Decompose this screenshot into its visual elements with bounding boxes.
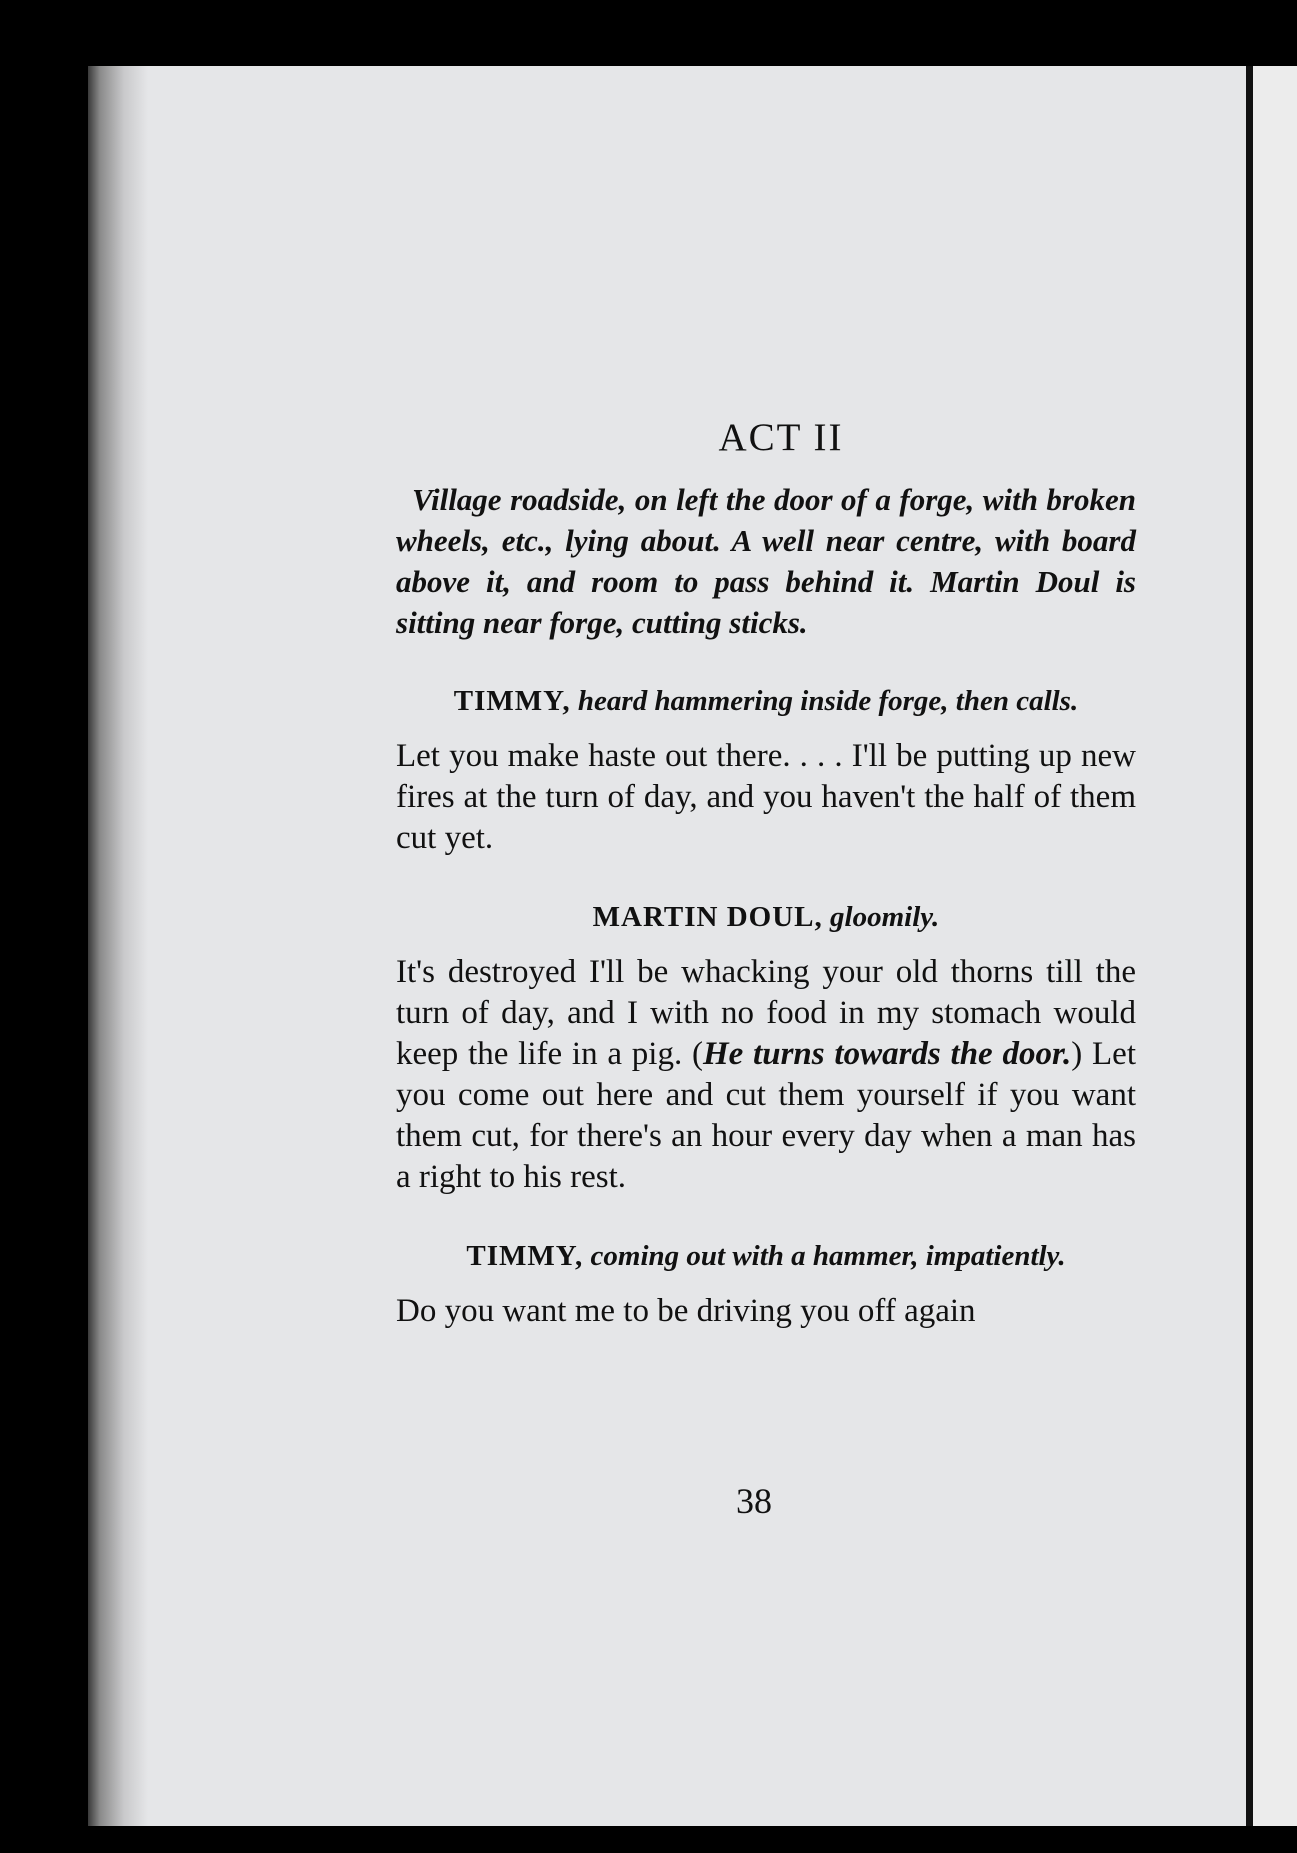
speaker-name: TIMMY,: [466, 1240, 584, 1272]
inline-stage-direction: He turns towards the door.: [702, 1036, 1072, 1072]
speaker-name: TIMMY,: [453, 685, 571, 717]
speech-text: Do you want me to be driving you off again: [396, 1293, 976, 1329]
speaker-direction: gloomily.: [830, 901, 940, 933]
speaker-name: MARTIN DOUL,: [592, 901, 823, 933]
act-title: ACT II: [718, 416, 844, 459]
opening-stage-direction: Village roadside, on left the door of a forge, with broken wheels, etc., lying about. A well near centre, with board above it, and room to pass behind it. Martin Doul is sitting near forge, cutting sticks.: [396, 482, 1136, 640]
speech: [396, 736, 1136, 859]
speaker-direction: coming out with a hammer, impatiently.: [590, 1240, 1066, 1272]
page-binding-edge: [88, 66, 148, 1826]
speech-text-continued: ) Let you come out here and cut them yourself if you want them cut, for there's an hour every day when a man has a right to his rest.: [396, 1036, 1136, 1195]
speaker-direction: heard hammering inside forge, then calls.: [577, 685, 1079, 717]
speaker-heading: [426, 1236, 1106, 1277]
page-number: 38: [736, 1481, 772, 1521]
page-text: [396, 395, 1136, 1332]
next-page-edge: [1253, 66, 1297, 1826]
speech: [396, 1291, 1136, 1332]
speaker-heading: [426, 897, 1106, 938]
speech-text: Let you make haste out there. . . . I'll be putting up new fires at the turn of day, and you haven't the half of them cut yet.: [396, 738, 1136, 856]
speaker-heading: [426, 681, 1106, 722]
speech: [396, 952, 1136, 1198]
speech-text: It's destroyed I'll be whacking your old thorns till the turn of day, and I with no food in my stomach would keep the life in a pig. (: [396, 954, 1136, 1072]
